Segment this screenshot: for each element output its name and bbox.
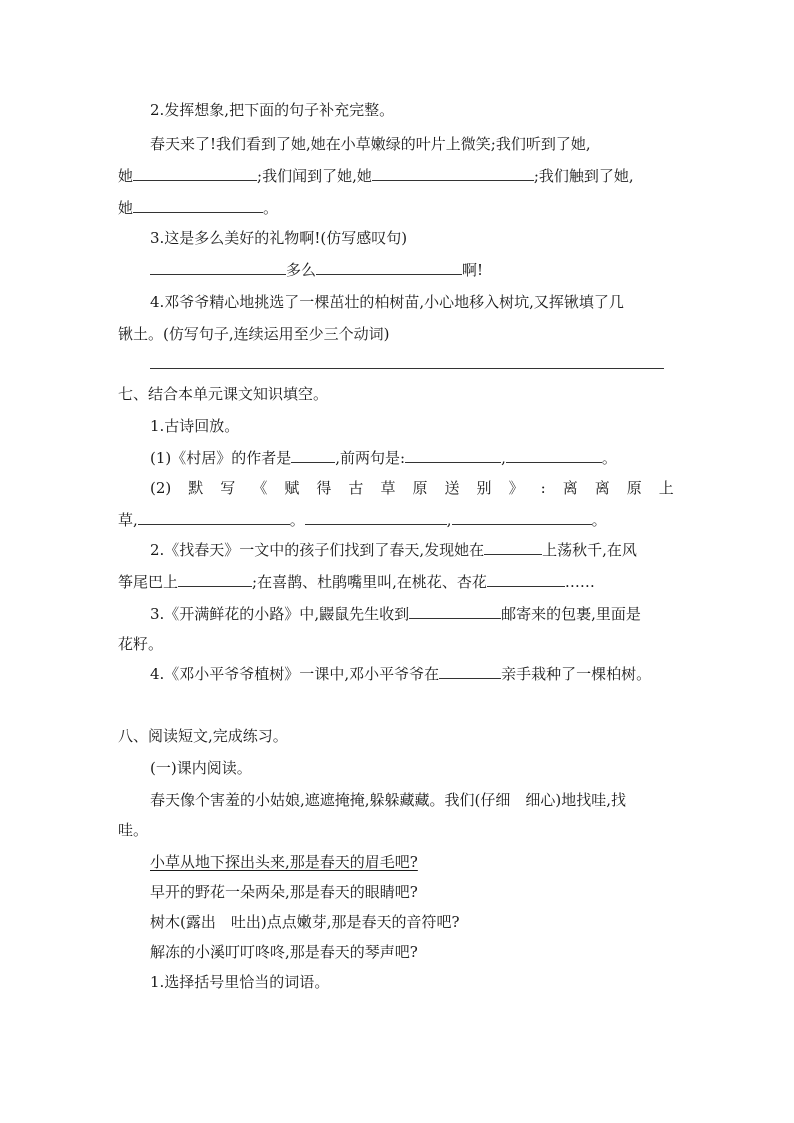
- text: 邮寄来的包裹,里面是: [501, 605, 641, 623]
- text: ;我们闻到了她,她: [257, 167, 372, 185]
- q3-exercise: [150, 260, 483, 280]
- text: 。: [591, 511, 607, 529]
- text: 她: [118, 199, 134, 217]
- passage-line: 解冻的小溪叮叮咚咚,那是春天的琴声吧?: [150, 943, 418, 961]
- answer-blank[interactable]: [487, 572, 565, 587]
- section-8-heading: 八、阅读短文,完成练习。: [118, 727, 288, 745]
- char: 别: [476, 479, 492, 497]
- section-7-heading: 七、结合本单元课文知识填空。: [118, 385, 329, 403]
- answer-blank[interactable]: [150, 260, 286, 275]
- char: 《: [252, 479, 268, 497]
- s7-q1b-line2: [118, 510, 607, 530]
- text: 。: [263, 199, 279, 217]
- char: 默: [188, 479, 204, 497]
- char: 得: [316, 479, 332, 497]
- char: 送: [444, 479, 460, 497]
- answer-blank[interactable]: [138, 510, 290, 525]
- answer-blank[interactable]: [178, 572, 252, 587]
- q2-line1: 春天来了!我们看到了她,她在小草嫩绿的叶片上微笑;我们听到了她,: [150, 135, 591, 153]
- text: 。: [601, 449, 617, 467]
- answer-blank[interactable]: [452, 510, 592, 525]
- text: ;在喜鹊、杜鹃嘴里叫,在桃花、杏花: [252, 573, 487, 591]
- char: 写: [220, 479, 236, 497]
- answer-blank[interactable]: [405, 448, 501, 463]
- s7-q1b-line1: [150, 478, 674, 498]
- s7-q3-line2: 花籽。: [118, 635, 164, 653]
- s7-q1-title: 1.古诗回放。: [150, 417, 240, 435]
- s7-q4: [150, 664, 651, 684]
- passage-line: 树木(露出 吐出)点点嫩芽,那是春天的音符吧?: [150, 913, 460, 931]
- q4-line2: 锹土。(仿写句子,连续运用至少三个动词): [118, 325, 390, 343]
- char: 上: [658, 479, 674, 497]
- answer-blank[interactable]: [372, 166, 534, 181]
- text: 上荡秋千,在风: [542, 541, 637, 559]
- s8-q1: 1.选择括号里恰当的词语。: [150, 973, 330, 991]
- answer-blank[interactable]: [133, 166, 257, 181]
- s7-q1a: [150, 448, 617, 468]
- text: 筝尾巴上: [118, 573, 179, 591]
- answer-blank[interactable]: [439, 664, 501, 679]
- q2-line2: [118, 166, 634, 186]
- q2-line3: [118, 198, 278, 218]
- text: ,: [501, 449, 506, 467]
- text: 亲手栽种了一棵柏树。: [501, 665, 652, 683]
- text: 她: [118, 167, 134, 185]
- text: 4.《邓小平爷爷植树》一课中,邓小平爷爷在: [150, 665, 440, 683]
- text: 2.《找春天》一文中的孩子们找到了春天,发现她在: [150, 541, 485, 559]
- q2-title: 2.发挥想象,把下面的句子补充完整。: [150, 101, 395, 119]
- answer-blank[interactable]: [291, 448, 335, 463]
- s7-q2-line1: [150, 540, 637, 560]
- char: 离: [562, 479, 578, 497]
- text: ……: [564, 573, 595, 591]
- answer-blank[interactable]: [316, 260, 462, 275]
- answer-blank[interactable]: [409, 604, 501, 619]
- s7-q3-line1: [150, 604, 641, 624]
- passage-line: 早开的野花一朵两朵,那是春天的眼睛吧?: [150, 883, 418, 901]
- passage-line1: 春天像个害羞的小姑娘,遮遮掩掩,躲躲藏藏。我们(仔细 细心)地找哇,找: [150, 791, 627, 809]
- q3-title: 3.这是多么美好的礼物啊!(仿写感叹句): [150, 229, 408, 247]
- char: 草: [380, 479, 396, 497]
- text: 草,: [118, 511, 138, 529]
- text: (1)《村居》的作者是: [150, 449, 292, 467]
- char: 古: [348, 479, 364, 497]
- char: 》: [508, 479, 524, 497]
- q4-line1: 4.邓爷爷精心地挑选了一棵茁壮的柏树苗,小心地移入树坑,又挥锹填了几: [150, 293, 624, 311]
- s7-q2-line2: [118, 572, 595, 592]
- text: 3.《开满鲜花的小路》中,鼹鼠先生收到: [150, 605, 410, 623]
- text: ,前两句是:: [335, 449, 406, 467]
- text: ;我们触到了她,: [533, 167, 634, 185]
- text: 啊!: [462, 261, 484, 279]
- answer-blank[interactable]: [484, 540, 542, 555]
- passage-underlined-sentence: 小草从地下探出头来,那是春天的眉毛吧?: [150, 853, 418, 871]
- passage-line2: 哇。: [118, 821, 149, 839]
- char: 赋: [284, 479, 300, 497]
- text: 多么: [286, 261, 317, 279]
- text: 。: [289, 511, 305, 529]
- char: 原: [626, 479, 642, 497]
- char: 离: [594, 479, 610, 497]
- answer-blank[interactable]: [133, 198, 263, 213]
- text: ,: [446, 511, 452, 529]
- char: :: [540, 479, 546, 497]
- answer-blank[interactable]: [305, 510, 447, 525]
- char: 原: [412, 479, 428, 497]
- answer-blank[interactable]: [506, 448, 602, 463]
- answer-line[interactable]: [150, 368, 664, 369]
- s8-subheading: (一)课内阅读。: [150, 759, 252, 777]
- char: (2): [150, 479, 172, 497]
